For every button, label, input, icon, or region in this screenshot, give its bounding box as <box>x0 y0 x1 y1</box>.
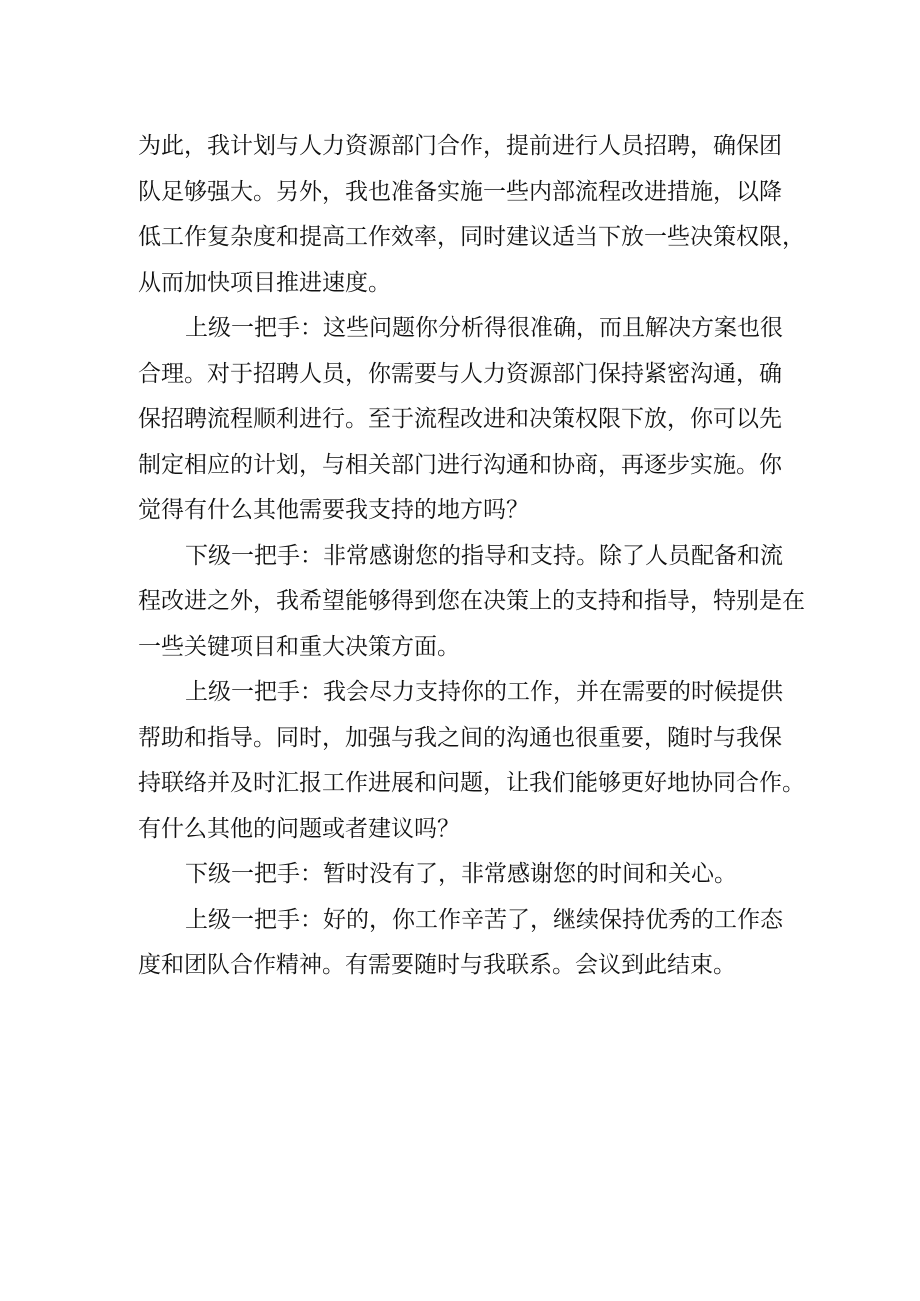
text-line: 上级一把手：这些问题你分析得很准确，而且解决方案也很 <box>185 315 783 341</box>
text-line: 程改进之外，我希望能够得到您在决策上的支持和指导，特别是在 <box>138 588 805 614</box>
text-line: 觉得有什么其他需要我支持的地方吗？ <box>138 497 529 523</box>
text-line: 一些关键项目和重大决策方面。 <box>138 633 460 660</box>
paragraph-continuation <box>138 124 808 306</box>
text-line: 合理。对于招聘人员，你需要与人力资源部门保持紧密沟通，确 <box>138 360 782 387</box>
document-body <box>138 124 808 989</box>
text-line: 度和团队合作精神。有需要随时与我联系。会议到此结束。 <box>138 952 736 978</box>
paragraph-subordinate-reply <box>138 534 808 671</box>
paragraph-superior-reply <box>138 670 808 852</box>
text-line: 制定相应的计划，与相关部门进行沟通和协商，再逐步实施。你 <box>138 451 782 478</box>
text-line: 帮助和指导。同时，加强与我之间的沟通也很重要，随时与我保 <box>138 724 782 751</box>
text-line: 上级一把手：我会尽力支持你的工作，并在需要的时候提供 <box>185 679 783 705</box>
text-line: 为此，我计划与人力资源部门合作，提前进行人员招聘，确保团 <box>138 133 782 159</box>
text-line: 上级一把手：好的，你工作辛苦了，继续保持优秀的工作态 <box>185 906 783 933</box>
text-line: 下级一把手：暂时没有了，非常感谢您的时间和关心。 <box>185 861 737 887</box>
paragraph-superior-closing <box>138 898 808 989</box>
text-line: 持联络并及时汇报工作进展和问题，让我们能够更好地协同合作。 <box>138 770 805 796</box>
text-line: 保招聘流程顺利进行。至于流程改进和决策权限下放，你可以先 <box>138 406 782 432</box>
paragraph-superior-reply <box>138 306 808 534</box>
text-line: 有什么其他的问题或者建议吗？ <box>138 815 460 842</box>
text-line: 队足够强大。另外，我也准备实施一些内部流程改进措施，以降 <box>138 178 782 205</box>
text-line: 下级一把手：非常感谢您的指导和支持。除了人员配备和流 <box>185 542 783 569</box>
text-line: 从而加快项目推进速度。 <box>138 269 391 296</box>
paragraph-subordinate-reply <box>138 852 808 898</box>
text-line: 低工作复杂度和提高工作效率，同时建议适当下放一些决策权限， <box>138 224 805 250</box>
